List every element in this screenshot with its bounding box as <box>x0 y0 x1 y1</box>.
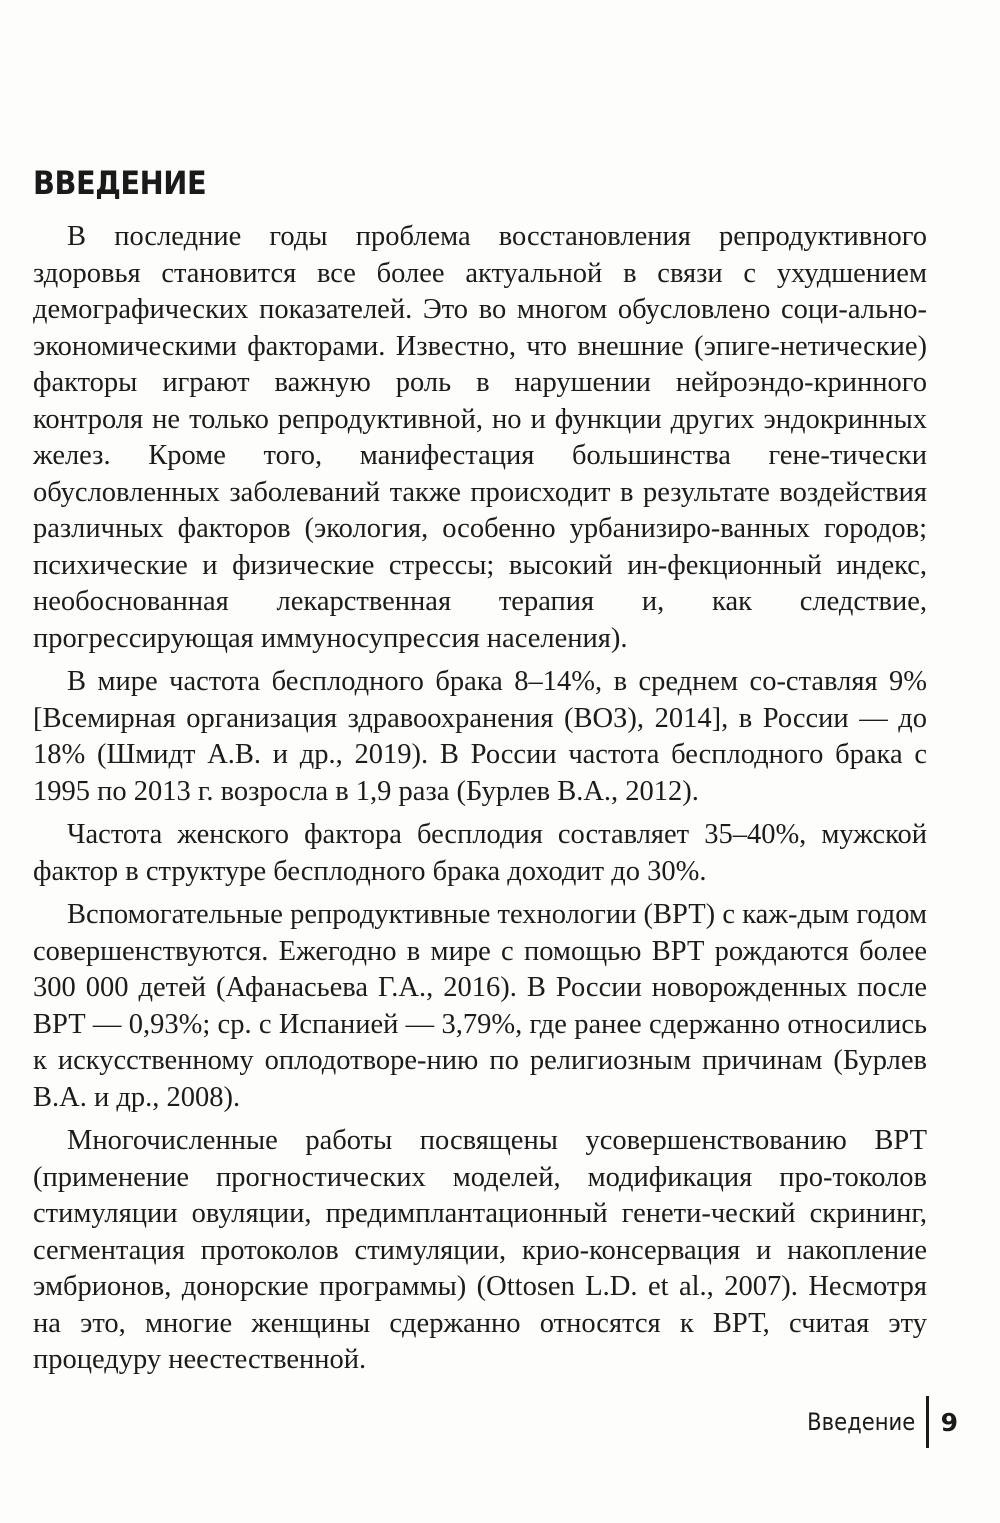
paragraph-3: Частота женского фактора бесплодия составляет 35–40%, мужской фактор в структуре бесплодного брака доходит до 30%. <box>33 819 927 887</box>
paragraph-4: Вспомогательные репродуктивные технологии (ВРТ) с каж-дым годом совершенствуются. Ежегодно в мире с помощью ВРТ рождаются более 300 000 детей (Афанасьева Г.А., 2016). В России новорожденных после ВРТ — 0,93%; ср. с Испанией — 3,79%, где ранее сдержанно относились к искусственному оплодотворе-нию по религиозным причинам (Бурлев В.А. и др., 2008). <box>33 899 927 1113</box>
paragraph-5: Многочисленные работы посвящены усовершенствованию ВРТ (применение прогностических моделей, модификация про-токолов стимуляции овуляции, предимплантационный генети-ческий скрининг, сегментация протоколов стимуляции, крио-консервация и накопление эмбрионов, донорские программы) (Ottosen L.D. et al., 2007). Несмотря на это, многие женщины сдержанно относятся к ВРТ, считая эту процедуру неестественной. <box>33 1125 927 1375</box>
footer-section-title: Введение <box>806 1408 916 1436</box>
paragraph-2: В мире частота бесплодного брака 8–14%, в среднем со-ставляя 9% [Всемирная организация здравоохранения (ВОЗ), 2014], в России — до 18% (Шмидт А.В. и др., 2019). В России частота бесплодного брака с 1995 по 2013 г. возросла в 1,9 раза (Бурлев В.А., 2012). <box>33 666 927 807</box>
paragraph-1: В последние годы проблема восстановления репродуктивного здоровья становится все более актуальной в связи с ухудшением демографических показателей. Это во многом обусловлено соци-ально-экономическими факторами. Известно, что внешние (эпиге-нетические) факторы играют важную роль в нарушении нейроэндо-кринного контроля не только репродуктивной, но и функции других эндокринных желез. Кроме того, манифестация большинства гене-тически обусловленных заболеваний также происходит в результате воздействия различных факторов (экология, особенно урбанизиро-ванных городов; психические и физические стрессы; высокий ин-фекционный индекс, необоснованная лекарственная терапия и, как следствие, прогрессирующая иммуносупрессия населения). <box>33 221 927 654</box>
body-text <box>33 219 927 1386</box>
page-number: 9 <box>940 1407 958 1437</box>
chapter-heading: ВВЕДЕНИЕ <box>33 164 207 202</box>
running-footer <box>791 1396 958 1448</box>
